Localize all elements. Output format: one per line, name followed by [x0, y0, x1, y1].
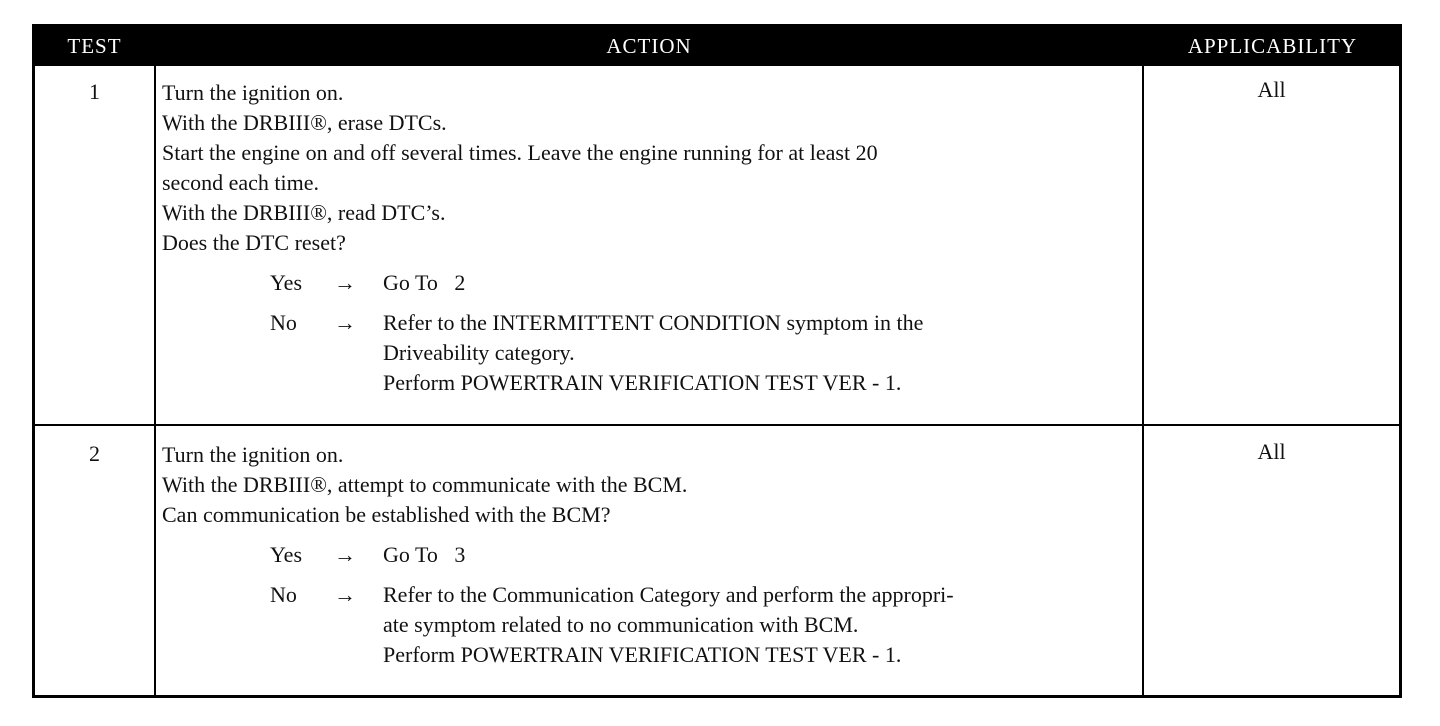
diagnostic-test-table	[32, 24, 1402, 698]
no-result-line: Refer to the INTERMITTENT CONDITION symptom in the	[383, 310, 924, 335]
no-result-line: ate symptom related to no communication with BCM.	[383, 612, 859, 637]
no-result-line: Refer to the Communication Category and perform the appropri-	[383, 582, 954, 607]
header-applicability: APPLICABILITY	[1187, 34, 1358, 58]
yes-choice	[162, 268, 1142, 298]
action-line: With the DRBIII®, attempt to communicate with the BCM.	[162, 472, 688, 497]
action-line: With the DRBIII®, read DTC’s.	[162, 200, 446, 225]
yes-label: Yes	[270, 542, 303, 567]
applicability-value: All	[1257, 77, 1286, 102]
applicability-value: All	[1257, 439, 1286, 464]
no-label: No	[270, 310, 297, 335]
no-choice	[162, 580, 1142, 670]
header-action: ACTION	[606, 34, 692, 58]
no-result-line: Driveability category.	[383, 340, 575, 365]
yes-result: Go To 2	[383, 270, 466, 295]
no-result	[383, 580, 1138, 670]
yes-result: Go To 3	[383, 542, 466, 567]
arrow-icon: →	[334, 582, 356, 607]
column-divider	[154, 66, 156, 695]
arrow-icon: →	[334, 270, 356, 295]
column-divider	[1142, 66, 1144, 695]
no-result-line: Perform POWERTRAIN VERIFICATION TEST VER - 1.	[383, 642, 902, 667]
action-line: Can communication be established with the BCM?	[162, 502, 611, 527]
action-cell	[162, 78, 1142, 398]
row-divider	[35, 424, 1399, 426]
action-line: Turn the ignition on.	[162, 80, 344, 105]
test-number: 1	[89, 79, 100, 104]
no-result	[383, 308, 1138, 398]
no-label: No	[270, 582, 297, 607]
action-line: Start the engine on and off several times. Leave the engine running for at least 20	[162, 140, 878, 165]
header-test: TEST	[67, 34, 122, 58]
table-header	[35, 27, 1399, 66]
action-line: second each time.	[162, 170, 319, 195]
action-line: Turn the ignition on.	[162, 442, 344, 467]
action-line: Does the DTC reset?	[162, 230, 346, 255]
yes-label: Yes	[270, 270, 303, 295]
no-choice	[162, 308, 1142, 398]
no-result-line: Perform POWERTRAIN VERIFICATION TEST VER - 1.	[383, 370, 902, 395]
test-number: 2	[89, 441, 100, 466]
arrow-icon: →	[334, 310, 356, 335]
yes-choice	[162, 540, 1142, 570]
action-cell	[162, 440, 1142, 670]
arrow-icon: →	[334, 542, 356, 567]
action-line: With the DRBIII®, erase DTCs.	[162, 110, 447, 135]
